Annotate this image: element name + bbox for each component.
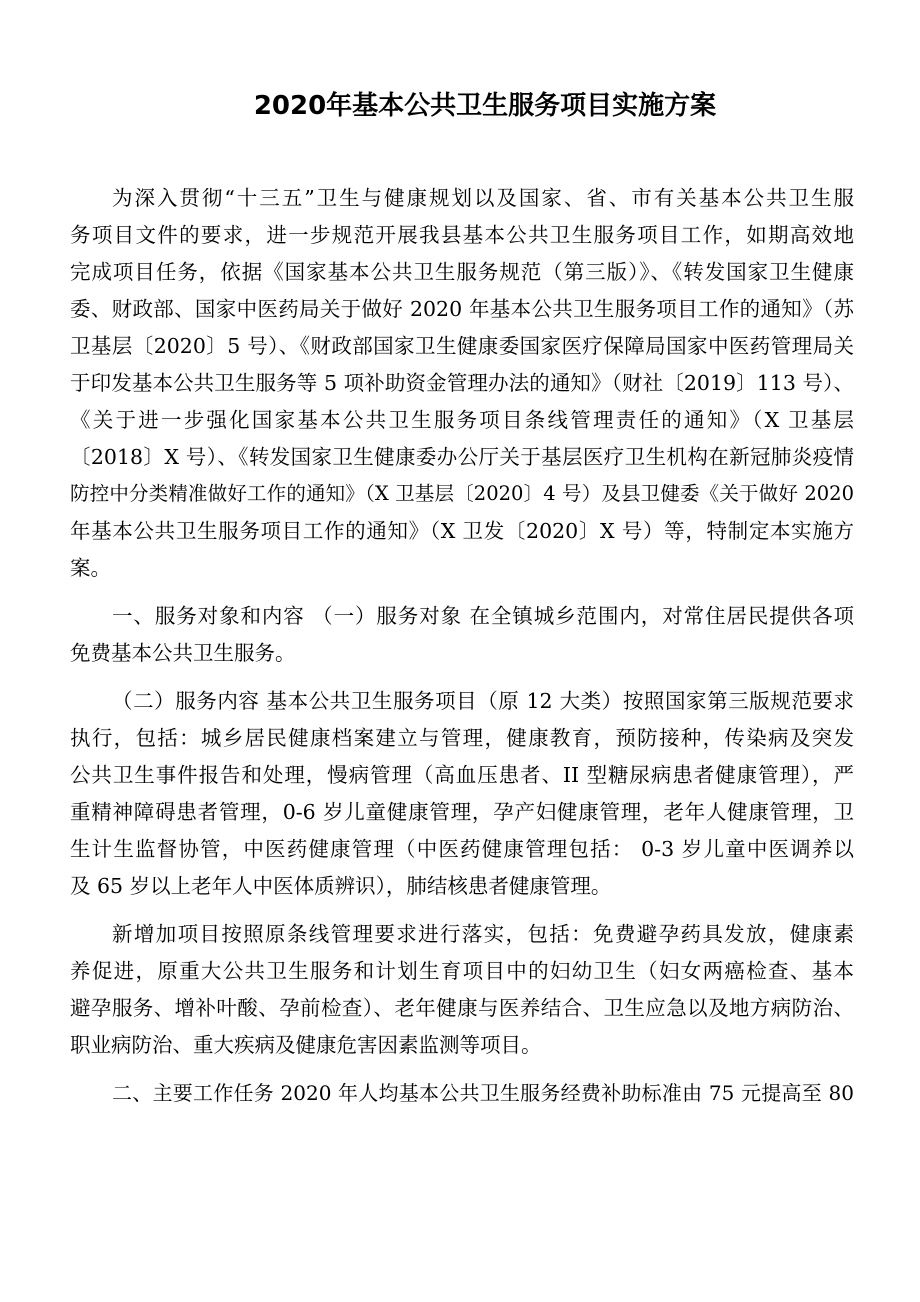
text-line: 重精神障碍患者管理，0-6 岁儿童健康管理，孕产妇健康管理，老年人健康管理，卫	[70, 800, 854, 824]
text-line: 新增加项目按照原条线管理要求进行落实，包括：免费避孕药具发放，健康素	[112, 922, 854, 946]
text-line: 《关于进一步强化国家基本公共卫生服务项目条线管理责任的通知》（X 卫基层	[70, 408, 854, 432]
text-line: 务项目文件的要求，进一步规范开展我县基本公共卫生服务项目工作，如期高效地	[70, 223, 854, 247]
text-line: 职业病防治、重大疾病及健康危害因素监测等项目。	[70, 1033, 542, 1057]
text-line: 避孕服务、增补叶酸、孕前检查）、老年健康与医养结合、卫生应急以及地方病防治、	[70, 996, 854, 1020]
text-line: 卫基层〔2020〕5 号）、《财政部国家卫生健康委国家医疗保障局国家中医药管理局关	[70, 334, 854, 358]
text-line: 防控中分类精准做好工作的通知》（X 卫基层〔2020〕4 号）及县卫健委《关于做好 2020	[70, 482, 854, 505]
text-line: （二）服务内容 基本公共卫生服务项目（原 12 大类）按照国家第三版规范要求	[112, 689, 854, 713]
text-line: 年基本公共卫生服务项目工作的通知》（X 卫发〔2020〕X 号）等，特制定本实施方	[70, 519, 854, 543]
text-line: 一、服务对象和内容 （一）服务对象 在全镇城乡范围内，对常住居民提供各项	[112, 604, 854, 628]
text-line: 〔2018〕X 号）、《转发国家卫生健康委办公厅关于基层医疗卫生机构在新冠肺炎疫情	[70, 445, 854, 469]
text-line: 养促进，原重大公共卫生服务和计划生育项目中的妇幼卫生（妇女两癌检查、基本	[70, 959, 854, 983]
text-line: 公共卫生事件报告和处理，慢病管理（高血压患者、II 型糖尿病患者健康管理），严	[70, 763, 854, 787]
text-line: 于印发基本公共卫生服务等 5 项补助资金管理办法的通知》（财社〔2019〕113 号）、	[70, 371, 854, 395]
text-line: 免费基本公共卫生服务。	[70, 641, 296, 665]
text-line: 执行，包括：城乡居民健康档案建立与管理，健康教育，预防接种，传染病及突发	[70, 726, 854, 750]
document-title: 2020年基本公共卫生服务项目实施方案	[253, 91, 717, 121]
text-line: 二、主要工作任务 2020 年人均基本公共卫生服务经费补助标准由 75 元提高至 80	[112, 1081, 854, 1105]
text-line: 生计生监督协管，中医药健康管理（中医药健康管理包括： 0-3 岁儿童中医调养以	[70, 837, 854, 861]
text-line: 案。	[70, 556, 111, 580]
text-line: 及 65 岁以上老年人中医体质辨识），肺结核患者健康管理。	[70, 874, 612, 898]
text-line: 为深入贯彻“十三五”卫生与健康规划以及国家、省、市有关基本公共卫生服	[112, 186, 854, 210]
text-line: 完成项目任务，依据《国家基本公共卫生服务规范（第三版）》、《转发国家卫生健康	[70, 260, 854, 284]
text-line: 委、财政部、国家中医药局关于做好 2020 年基本公共卫生服务项目工作的通知》（苏	[70, 297, 854, 321]
